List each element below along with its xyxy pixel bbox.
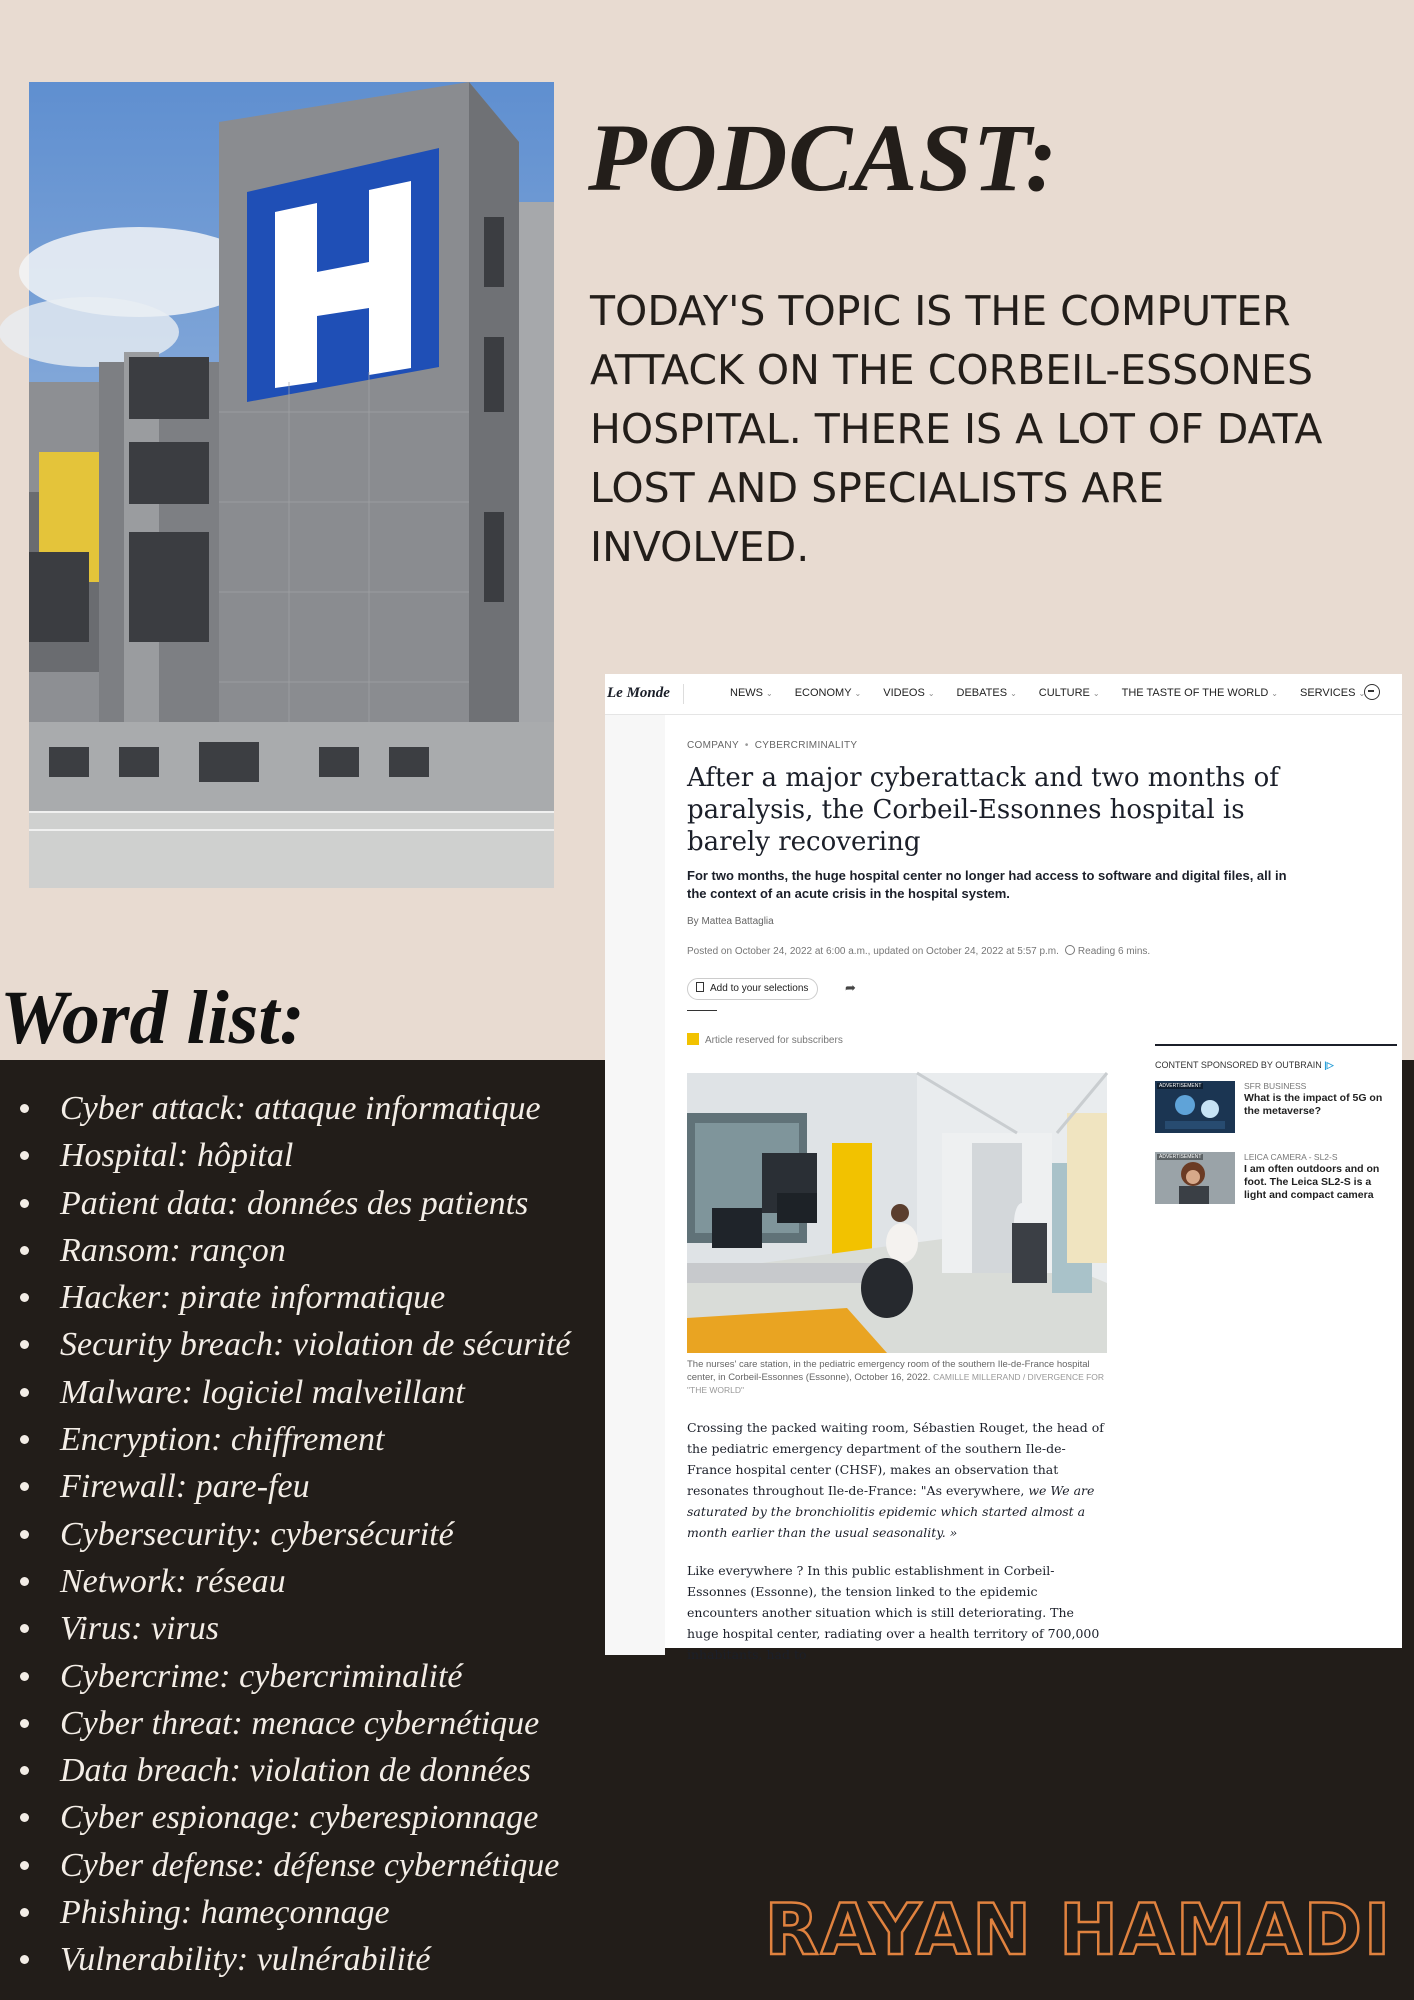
bullet-icon (20, 1766, 29, 1775)
bullet-icon (20, 1624, 29, 1633)
breadcrumb-company[interactable]: COMPANY (687, 740, 739, 751)
divider (687, 1010, 717, 1011)
chevron-down-icon: ⌄ (1010, 689, 1017, 698)
ad-thumbnail (1155, 1152, 1235, 1204)
word-list-item: Encryption: chiffrement (20, 1416, 570, 1463)
caption-text: The nurses' care station, in the pediatric emergency room of the southern Ile-de-France hospital center, in Corbeil-Essonnes (Essonne), October 16, 2022. (687, 1359, 1090, 1383)
bullet-icon (20, 1530, 29, 1539)
nav-item-debates[interactable]: DEBATES ⌄ (956, 687, 1017, 699)
bullet-icon (20, 1199, 29, 1208)
word-list-item: Cybercrime: cybercriminalité (20, 1653, 570, 1700)
word-list-item: Vulnerability: vulnérabilité (20, 1936, 570, 1983)
bullet-icon (20, 1246, 29, 1255)
left-margin (605, 715, 665, 1655)
nav-item-taste-of-the-world[interactable]: THE TASTE OF THE WORLD ⌄ (1121, 687, 1278, 699)
nav-item-culture[interactable]: CULTURE ⌄ (1038, 687, 1100, 699)
breadcrumb (687, 740, 857, 751)
nav-divider (683, 684, 684, 704)
chevron-down-icon: ⌄ (1092, 689, 1100, 698)
word-list-item: Cyber espionage: cyberespionnage (20, 1794, 570, 1841)
bullet-icon (20, 1340, 29, 1349)
sponsor-label-text: CONTENT SPONSORED BY (1155, 1060, 1273, 1070)
login-icon[interactable] (1364, 684, 1380, 700)
nav-item-economy[interactable]: ECONOMY ⌄ (794, 687, 862, 699)
word-list (20, 1085, 570, 1984)
author-name: RAYAN HAMADI (764, 1889, 1392, 1971)
breadcrumb-cybercriminality[interactable]: CYBERCRIMINALITY (754, 740, 858, 751)
subscriber-notice-label: Article reserved for subscribers (705, 1035, 843, 1046)
bookmark-icon (696, 982, 704, 992)
outbrain-icon: |▷ (1324, 1060, 1334, 1070)
subscriber-notice (687, 1033, 843, 1046)
ad-source: LEICA CAMERA - SL2-S (1244, 1152, 1338, 1162)
chevron-down-icon: ⌄ (1358, 689, 1366, 698)
bullet-icon (20, 1672, 29, 1681)
bullet-icon (20, 1861, 29, 1870)
chevron-down-icon: ⌄ (854, 689, 862, 698)
article-paragraph-2: Like everywhere ? In this public establishment in Corbeil-Essonnes (Essonne), the tension linked to the epidemic encounters another situation which is still deteriorating. The huge hospital center, radiating over a health territory of 700,000 inhabitants, had to (687, 1563, 1100, 1662)
breadcrumb-separator: • (744, 740, 749, 751)
bullet-icon (20, 1908, 29, 1917)
bullet-icon (20, 1955, 29, 1964)
chevron-down-icon: ⌄ (766, 689, 773, 698)
sponsored-ad[interactable] (1155, 1081, 1400, 1141)
word-list-item: Cyber defense: défense cybernétique (20, 1842, 570, 1889)
ad-tag: ADVERTISEMENT (1159, 1083, 1202, 1089)
bullet-icon (20, 1151, 29, 1160)
posted-date: Posted on October 24, 2022 at 6:00 a.m., updated on October 24, 2022 at 5:57 p.m. (687, 946, 1059, 957)
paragraph-1-quote: we We are saturated by the bronchiolitis epidemic which started almost a month earlier than the usual seasonality. » (687, 1483, 1095, 1540)
ad-tag: ADVERTISEMENT (1159, 1154, 1202, 1160)
article-headline: After a major cyberattack and two months of paralysis, the Corbeil-Essonnes hospital is barely recovering (687, 763, 1279, 857)
podcast-topic: TODAY'S TOPIC IS THE COMPUTER ATTACK ON THE CORBEIL-ESSONES HOSPITAL. THERE IS A LOT OF DATA LOST AND SPECIALISTS ARE INVOLVED. (590, 287, 1323, 571)
hospital-building-image (29, 82, 554, 888)
article-screenshot (605, 674, 1402, 1662)
chevron-down-icon: ⌄ (1271, 689, 1278, 698)
nav-item-videos[interactable]: VIDEOS ⌄ (883, 687, 935, 699)
word-list-item: Phishing: hameçonnage (20, 1889, 570, 1936)
ad-source: SFR BUSINESS (1244, 1081, 1307, 1091)
nav-item-services[interactable]: SERVICES ⌄ (1300, 687, 1366, 699)
word-list-item: Hacker: pirate informatique (20, 1274, 570, 1321)
clock-icon (1065, 945, 1075, 955)
article-paragraph-1 (687, 1417, 1107, 1543)
word-list-item: Network: réseau (20, 1558, 570, 1605)
ad-title: I am often outdoors and on foot. The Leica SL2-S is a light and compact camera (1244, 1163, 1380, 1201)
add-button-label: Add to your selections (710, 983, 809, 994)
word-list-item: Firewall: pare-feu (20, 1463, 570, 1510)
reading-time: Reading 6 mins. (1077, 946, 1151, 957)
bullet-icon (20, 1482, 29, 1491)
bullet-icon (20, 1388, 29, 1397)
podcast-title: PODCAST: (588, 104, 1059, 211)
bullet-icon (20, 1293, 29, 1302)
bullet-icon (20, 1719, 29, 1728)
sponsored-ad[interactable] (1155, 1152, 1400, 1212)
article-byline[interactable]: By Mattea Battaglia (687, 916, 774, 927)
word-list-item: Data breach: violation de données (20, 1747, 570, 1794)
nav-item-news[interactable]: NEWS ⌄ (730, 687, 773, 699)
article-dates (687, 945, 1150, 957)
ad-thumbnail (1155, 1081, 1235, 1133)
chevron-down-icon: ⌄ (927, 689, 935, 698)
photo-caption (687, 1358, 1107, 1397)
sponsored-content-label (1155, 1060, 1334, 1071)
bullet-icon (20, 1104, 29, 1113)
word-list-item: Hospital: hôpital (20, 1132, 570, 1179)
word-list-item: Ransom: rançon (20, 1227, 570, 1274)
article-deck: For two months, the huge hospital center no longer had access to software and digital files, all in the context of an acute crisis in the hospital system. (687, 868, 1287, 901)
outbrain-label[interactable]: OUTBRAIN (1275, 1060, 1322, 1070)
sponsor-rule (1155, 1044, 1397, 1046)
bullet-icon (20, 1577, 29, 1586)
add-to-selections-button[interactable] (687, 978, 818, 1000)
word-list-item: Malware: logiciel malveillant (20, 1369, 570, 1416)
nav-menu (730, 687, 1387, 699)
share-icon[interactable]: ➦ (845, 980, 856, 995)
word-list-item: Cybersecurity: cybersécurité (20, 1511, 570, 1558)
word-list-item: Cyber attack: attaque informatique (20, 1085, 570, 1132)
subscriber-badge-icon (687, 1033, 699, 1045)
article-navbar (605, 674, 1402, 715)
word-list-item: Cyber threat: menace cybernétique (20, 1700, 570, 1747)
caption-credit: CAMILLE MILLERAND / DIVERGENCE FOR "THE WORLD" (687, 1372, 1105, 1395)
word-list-item: Virus: virus (20, 1605, 570, 1652)
word-list-title: Word list: (0, 976, 305, 1060)
article-photo (687, 1073, 1107, 1353)
bullet-icon (20, 1813, 29, 1822)
le-monde-logo[interactable]: Le Monde (607, 685, 670, 701)
bullet-icon (20, 1435, 29, 1444)
word-list-item: Security breach: violation de sécurité (20, 1321, 570, 1368)
ad-title: What is the impact of 5G on the metaverse? (1244, 1092, 1383, 1117)
word-list-item: Patient data: données des patients (20, 1180, 570, 1227)
paragraph-1-text: Crossing the packed waiting room, Sébastien Rouget, the head of the pediatric emergency department of the southern Ile-de-France hospital center (CHSF), makes an observation that resonates throughout Ile-de-France: "As everywhere, (687, 1420, 1104, 1498)
